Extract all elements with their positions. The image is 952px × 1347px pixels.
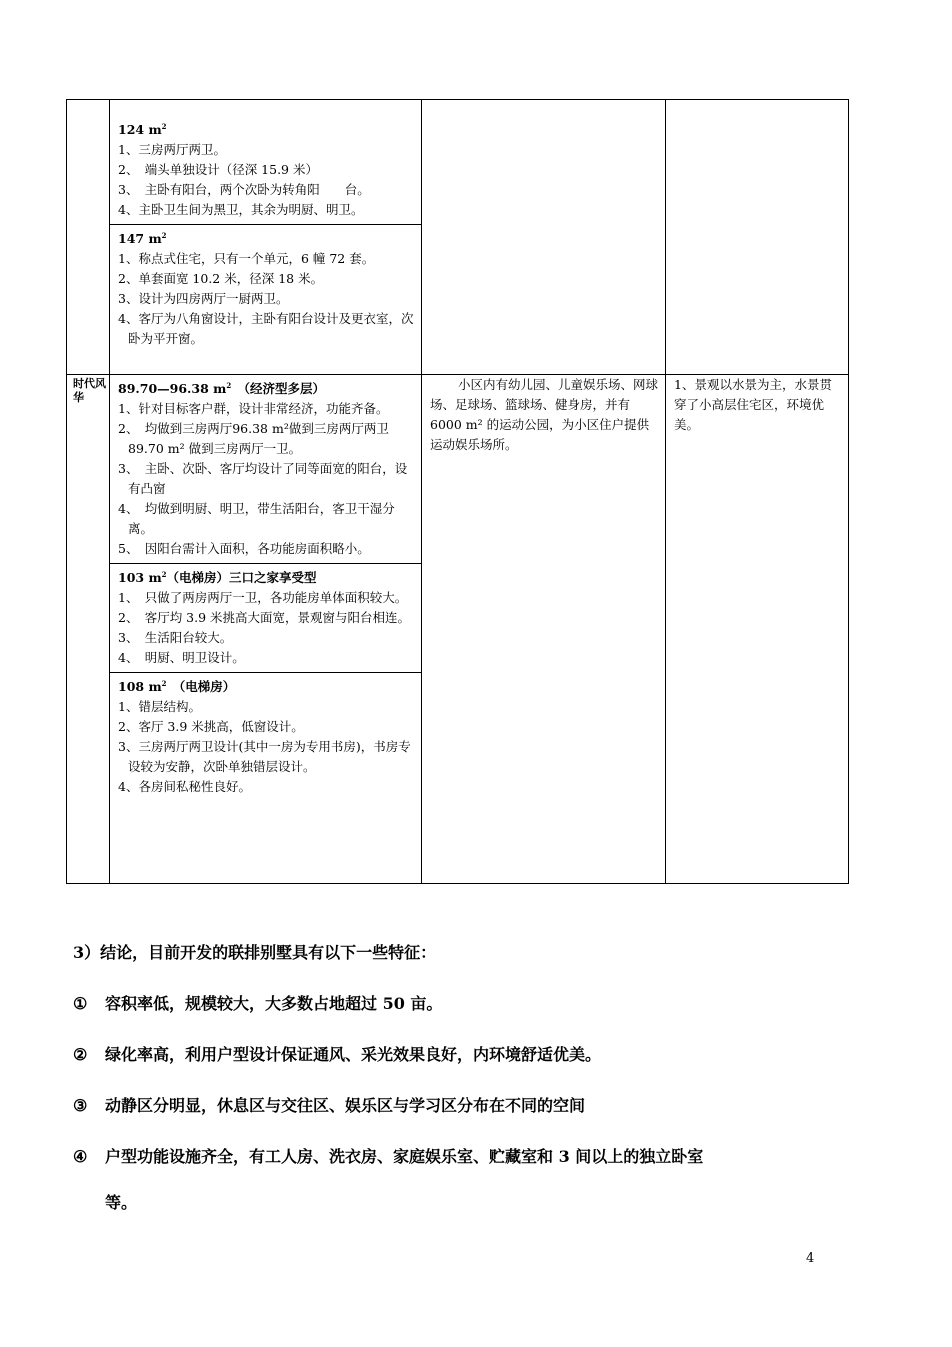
item-text: 动静区分明显，休息区与交往区、娱乐区与学习区分布在不同的空间 [105, 1096, 586, 1115]
unit-feature-item: 4、主卧卫生间为黑卫，其余为明厨、明卫。 [118, 202, 364, 217]
unit-type-block [110, 224, 421, 353]
unit-area-superscript: 2 [161, 678, 167, 688]
unit-feature-item: 3、三房两厅两卫设计(其中一房为专用书房)，书房专设较为安静，次卧单独错层设计。 [118, 739, 411, 774]
landscape-text: 1、景观以水景为主，水景贯穿了小高层住宅区，环境优美。 [674, 377, 832, 432]
unit-feature-item: 4、各房间私秘性良好。 [118, 779, 251, 794]
unit-types-cell [110, 375, 422, 884]
landscape-cell [666, 375, 849, 884]
unit-area-superscript: 2 [161, 121, 167, 131]
unit-area-superscript: 2 [226, 380, 232, 390]
project-comparison-table [66, 99, 849, 884]
unit-type-heading [118, 379, 415, 399]
unit-feature-item: 3、 主卧有阳台，两个次卧为转角阳 台。 [118, 182, 370, 197]
item-text: 绿化率高，利用户型设计保证通风、采光效果良好，内环境舒适优美。 [105, 1045, 602, 1064]
item-number: ④ [73, 1147, 88, 1166]
unit-feature-item: 4、 均做到明厨、明卫，带生活阳台，客卫干湿分离。 [118, 501, 395, 536]
conclusion-item [73, 991, 853, 1017]
unit-type-heading [118, 229, 415, 249]
unit-feature-item: 4、客厅为八角窗设计，主卧有阳台设计及更衣室，次卧为平开窗。 [118, 311, 414, 346]
item-text: 户型功能设施齐全，有工人房、洗衣房、家庭娱乐室、贮藏室和 3 间以上的独立卧室 [105, 1147, 704, 1166]
unit-feature-item: 2、单套面宽 10.2 米，径深 18 米。 [118, 271, 324, 286]
facilities-cell [422, 100, 666, 375]
unit-feature-item: 1、针对目标客户群，设计非常经济，功能齐备。 [118, 401, 389, 416]
item-number: ② [73, 1045, 88, 1064]
unit-feature-item: 5、 因阳台需计入面积，各功能房面积略小。 [118, 541, 370, 556]
unit-type-block [110, 563, 421, 672]
page-number: 4 [806, 1251, 815, 1266]
unit-feature-item: 4、 明厨、明卫设计。 [118, 650, 245, 665]
unit-type-block [110, 672, 421, 811]
conclusion-item-continuation: 等。 [105, 1193, 138, 1212]
unit-type-heading [118, 568, 415, 588]
conclusion-item [73, 1042, 853, 1068]
table-row [67, 375, 849, 884]
facilities-cell [422, 375, 666, 884]
facilities-text: 小区内有幼儿园、儿童娱乐场、网球场、足球场、篮球场、健身房，并有 6000 m² 的运动公园，为小区住户提供运动娱乐场所。 [430, 377, 659, 452]
unit-feature-item: 2、 客厅均 3.9 米挑高大面宽，景观窗与阳台相连。 [118, 610, 411, 625]
unit-feature-item: 3、设计为四房两厅一厨两卫。 [118, 291, 289, 306]
unit-feature-item: 1、称点式住宅，只有一个单元，6 幢 72 套。 [118, 251, 375, 266]
unit-area: 89.70—96.38 m [118, 381, 227, 396]
unit-type-note: （经济型多层） [231, 381, 326, 396]
unit-type-note: （电梯房）三口之家享受型 [166, 570, 317, 585]
unit-feature-item: 1、 只做了两房两厅一卫，各功能房单体面积较大。 [118, 590, 408, 605]
unit-type-heading [118, 120, 415, 140]
conclusion-section [73, 940, 853, 1241]
unit-area: 124 m [118, 122, 162, 137]
unit-feature-item: 3、 生活阳台较大。 [118, 630, 233, 645]
item-number: ③ [73, 1096, 88, 1115]
unit-feature-item: 1、错层结构。 [118, 699, 201, 714]
conclusion-heading: 3）结论，目前开发的联排别墅具有以下一些特征： [73, 943, 437, 962]
landscape-cell [666, 100, 849, 375]
conclusion-item [73, 1144, 853, 1170]
unit-type-heading [118, 677, 415, 697]
project-name [67, 100, 109, 102]
unit-type-note: （电梯房） [166, 679, 236, 694]
unit-type-block [110, 100, 421, 224]
table-body [67, 100, 849, 884]
unit-feature-item: 2、 端头单独设计（径深 15.9 米） [118, 162, 318, 177]
unit-area-superscript: 2 [161, 569, 167, 579]
project-name-cell [67, 375, 110, 884]
unit-feature-item: 3、 主卧、次卧、客厅均设计了同等面宽的阳台，设有凸窗 [118, 461, 408, 496]
unit-types-cell [110, 100, 422, 375]
item-text: 容积率低，规模较大，大多数占地超过 50 亩。 [105, 994, 443, 1013]
unit-area: 108 m [118, 679, 162, 694]
unit-area-superscript: 2 [161, 230, 167, 240]
project-name-cell [67, 100, 110, 375]
item-number: ① [73, 994, 88, 1013]
unit-type-block [110, 375, 421, 563]
unit-feature-item: 1、三房两厅两卫。 [118, 142, 226, 157]
unit-feature-item: 2、客厅 3.9 米挑高，低窗设计。 [118, 719, 304, 734]
conclusion-item [73, 1093, 853, 1119]
unit-area: 103 m [118, 570, 162, 585]
unit-feature-item: 2、 均做到三房两厅96.38 m²做到三房两厅两卫 89.70 m² 做到三房两厅一卫。 [118, 421, 402, 456]
project-name: 时代风华 [73, 377, 106, 404]
table-row [67, 100, 849, 375]
unit-area: 147 m [118, 231, 162, 246]
